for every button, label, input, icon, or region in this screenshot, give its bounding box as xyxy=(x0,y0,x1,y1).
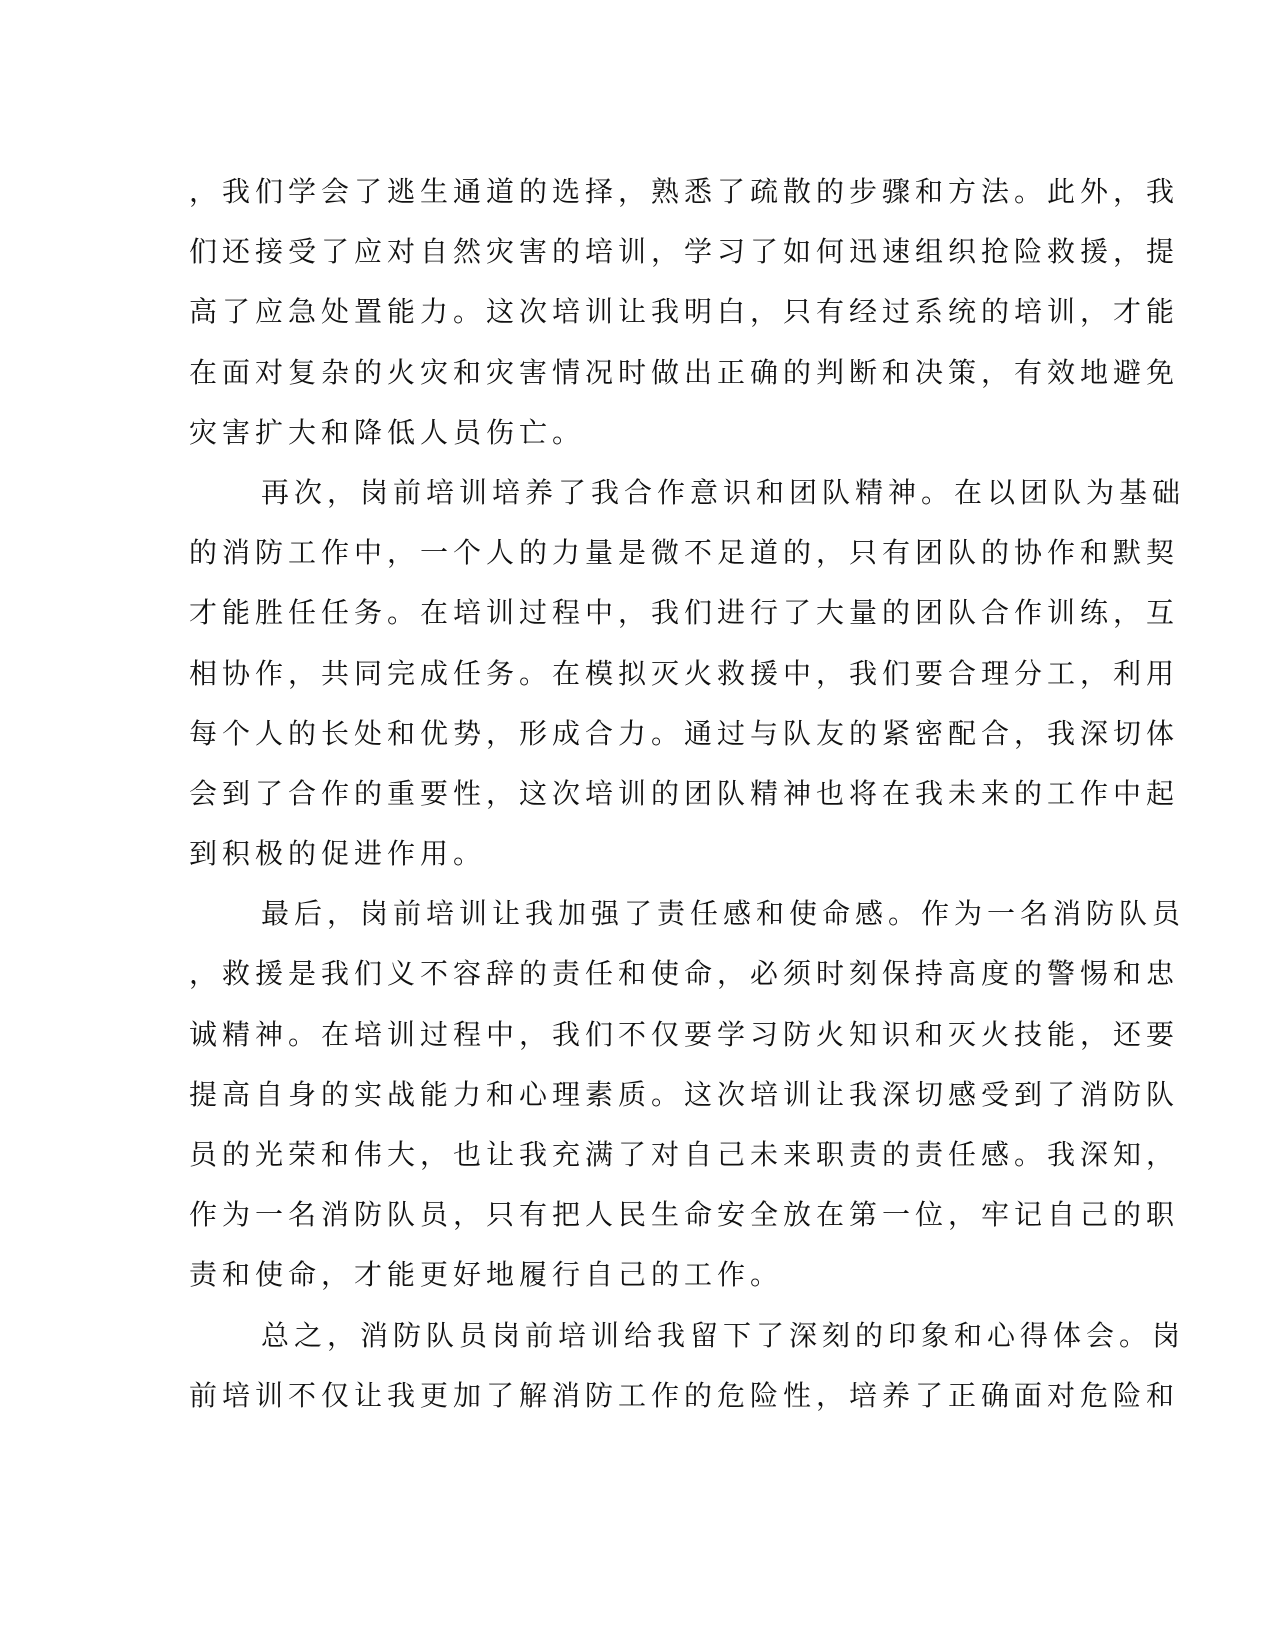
paragraph-start-line: 最后，岗前培训让我加强了责任感和使命感。作为一名消防队员 xyxy=(261,897,1186,931)
text-line: 提高自身的实战能力和心理素质。这次培训让我深切感受到了消防队 xyxy=(189,1077,1180,1111)
text-line: 前培训不仅让我更加了解消防工作的危险性，培养了正确面对危险和 xyxy=(189,1378,1180,1412)
text-line: 才能胜任任务。在培训过程中，我们进行了大量的团队合作训练，互 xyxy=(189,596,1180,630)
text-line: 诚精神。在培训过程中，我们不仅要学习防火知识和灭火技能，还要 xyxy=(189,1017,1180,1051)
text-line: 责和使命，才能更好地履行自己的工作。 xyxy=(189,1258,784,1292)
text-line: 每个人的长处和优势，形成合力。通过与队友的紧密配合，我深切体 xyxy=(189,716,1180,750)
text-line: 们还接受了应对自然灾害的培训，学习了如何迅速组织抢险救援，提 xyxy=(189,235,1180,269)
text-line: 灾害扩大和降低人员伤亡。 xyxy=(189,415,586,449)
text-line: 的消防工作中，一个人的力量是微不足道的，只有团队的协作和默契 xyxy=(189,536,1180,570)
text-line: ，我们学会了逃生通道的选择，熟悉了疏散的步骤和方法。此外，我 xyxy=(189,175,1180,208)
text-line: 相协作，共同完成任务。在模拟灭火救援中，我们要合理分工，利用 xyxy=(189,656,1180,690)
paragraph-start-line: 总之，消防队员岗前培训给我留下了深刻的印象和心得体会。岗 xyxy=(261,1318,1186,1352)
body-text xyxy=(189,162,1186,1426)
text-line: 作为一名消防队员，只有把人民生命安全放在第一位，牢记自己的职 xyxy=(189,1198,1180,1232)
text-line: 在面对复杂的火灾和灾害情况时做出正确的判断和决策，有效地避免 xyxy=(189,355,1180,389)
text-line: 到积极的促进作用。 xyxy=(189,837,487,871)
text-line: ，救援是我们义不容辞的责任和使命，必须时刻保持高度的警惕和忠 xyxy=(189,957,1180,991)
text-line: 员的光荣和伟大，也让我充满了对自己未来职责的责任感。我深知， xyxy=(189,1138,1180,1171)
paragraph-start-line: 再次，岗前培训培养了我合作意识和团队精神。在以团队为基础 xyxy=(261,475,1186,509)
text-line: 会到了合作的重要性，这次培训的团队精神也将在我未来的工作中起 xyxy=(189,776,1180,810)
text-line: 高了应急处置能力。这次培训让我明白，只有经过系统的培训，才能 xyxy=(189,295,1180,329)
